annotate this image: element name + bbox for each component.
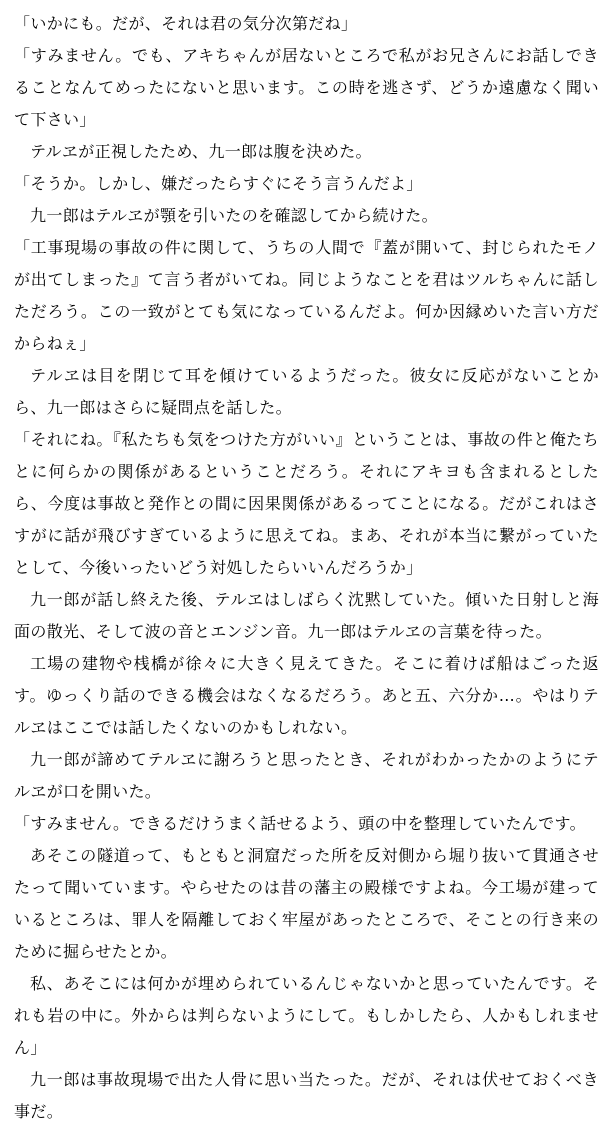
paragraph: テルヱが正視したため、九一郎は腹を決めた。 [30,142,372,161]
paragraph: 私、あそこには何かが埋められているんじゃないかと思っていたんです。それも岩の中に。外からは判らないようにして。もしかしたら、人かもしれません」 [14,974,599,1057]
paragraph: 「すみません。できるだけうまく話せるよう、頭の中を整理していたんです。 [14,814,586,833]
paragraph: 工場の建物や桟橋が徐々に大きく見えてきた。そこに着けば船はごった返す。ゆっくり話のできる機会はなくなるだろう。あと五、六分か…。やはりテルヱはここでは話したくないのかもしれない。 [14,654,599,737]
paragraph: 「それにね。『私たちも気をつけた方がいい』ということは、事故の件と俺たちとに何らかの関係があるということだろう。それにアキヨも含まれるとしたら、今度は事故と発作との間に因果関係があるってことになる。だがこれはさすがに話が飛びすぎているように思えてね。まあ、それが本当に繋がっていたとして、今後いったいどう対処したらいいんだろうか」 [14,430,599,577]
paragraph: 九一郎が話し終えた後、テルヱはしばらく沈黙していた。傾いた日射しと海面の散光、そして波の音とエンジン音。九一郎はテルヱの言葉を待った。 [14,590,599,641]
paragraph: 九一郎はテルヱが顎を引いたのを確認してから続けた。 [30,206,438,225]
paragraph: 「すみません。でも、アキちゃんが居ないところで私がお兄さんにお話しできることなんてめったにないと思います。この時を逃さず、どうか遠慮なく聞いて下さい」 [14,46,599,129]
paragraph: あそこの隧道って、もともと洞窟だった所を反対側から堀り抜いて貫通させたって聞いています。やらせたのは昔の藩主の殿様ですよね。今工場が建っているところは、罪人を隔離しておく牢屋があったところで、そことの行き来のために掘らせたとか。 [14,846,599,961]
paragraph: テルヱは目を閉じて耳を傾けているようだった。彼女に反応がないことから、九一郎はさらに疑問点を話した。 [14,366,599,417]
paragraph: 九一郎が諦めてテルヱに謝ろうと思ったとき、それがわかったかのようにテルヱが口を開いた。 [14,750,599,801]
paragraph: 九一郎は事故現場で出た人骨に思い当たった。だが、それは伏せておくべき事だ。 [14,1070,599,1121]
paragraph: 「工事現場の事故の件に関して、うちの人間で『蓋が開いて、封じられたモノが出てしまった』て言う者がいてね。同じようなことを君はツルちゃんに話しただろう。この一致がとても気になっているんだよ。何か因縁めいた言い方だからねぇ」 [14,238,599,353]
paragraph: 「そうか。しかし、嫌だったらすぐにそう言うんだよ」 [14,174,423,193]
paragraph: 「いかにも。だが、それは君の気分次第だね」 [14,14,358,33]
